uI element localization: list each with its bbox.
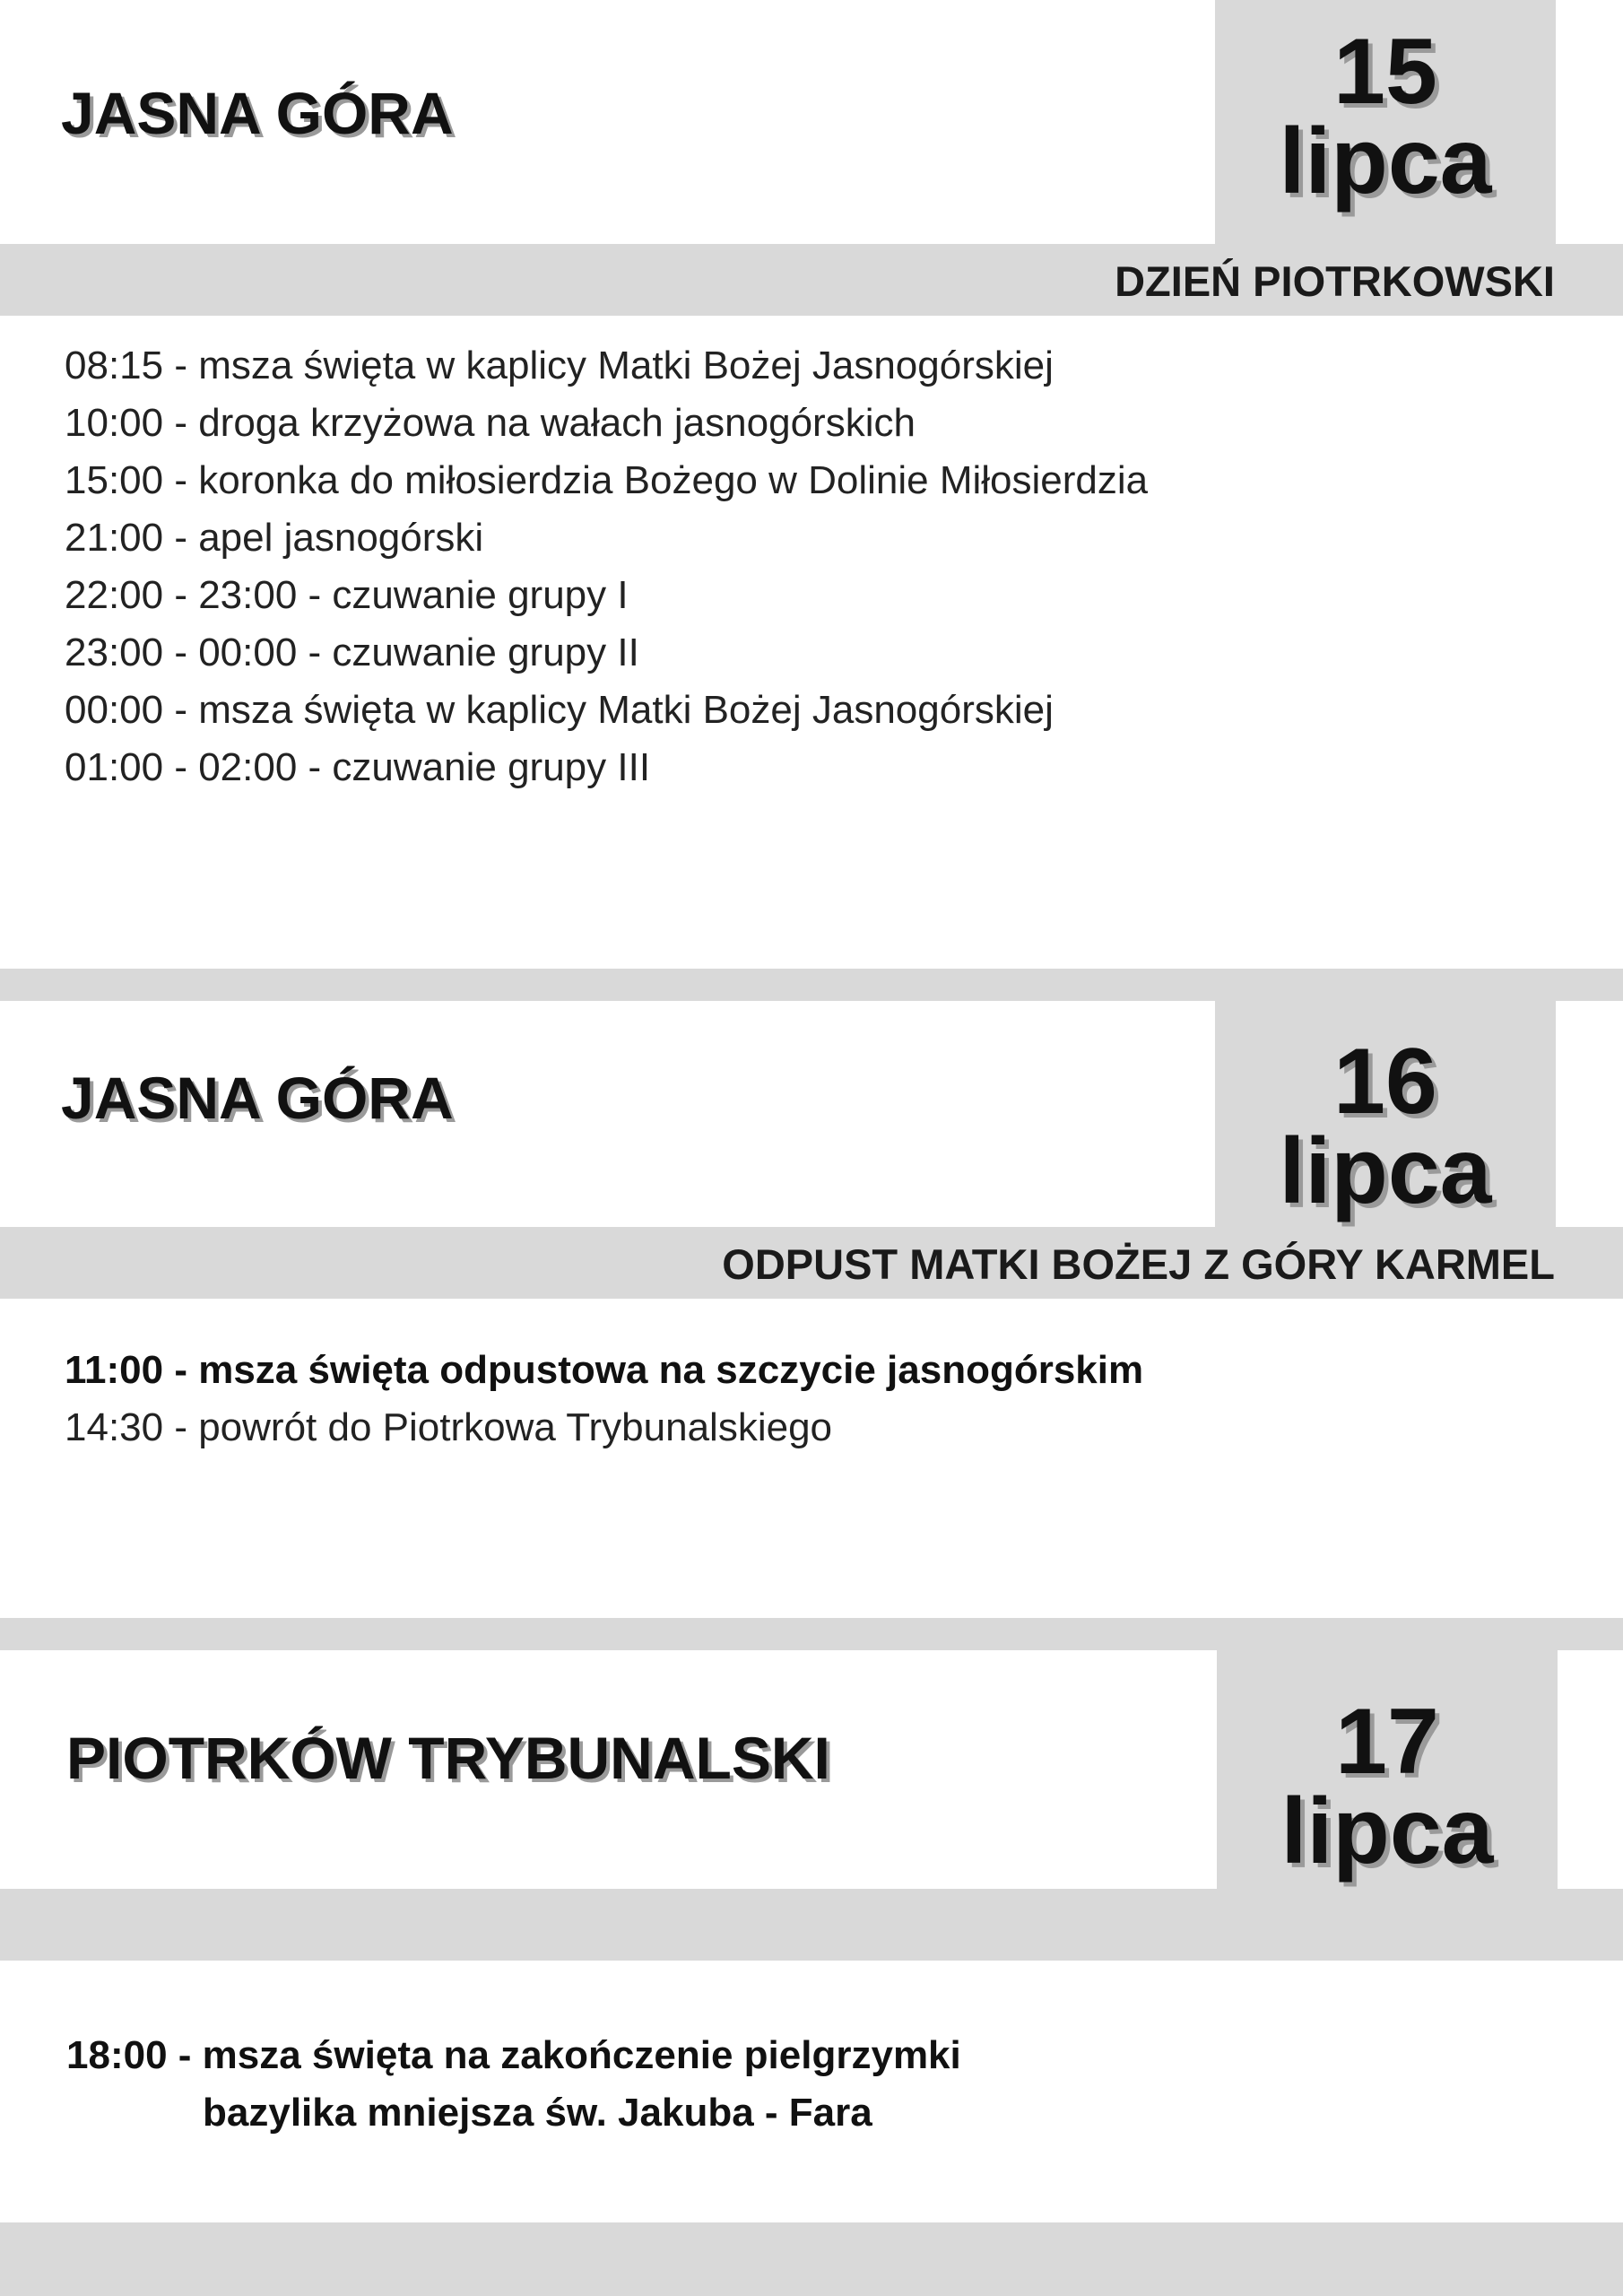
event-item: 10:00 - droga krzyżowa na wałach jasnogórskich xyxy=(65,401,916,445)
event-list xyxy=(65,337,1148,796)
event-item: 21:00 - apel jasnogórski xyxy=(65,516,484,560)
date-day: 17 xyxy=(1335,1690,1439,1794)
event-item: 18:00 - msza święta na zakończenie pielgrzymki xyxy=(66,2033,961,2077)
date-month: lipca xyxy=(1279,1119,1492,1223)
event-item: 15:00 - koronka do miłosierdzia Bożego w Dolinie Miłosierdzia xyxy=(65,458,1149,502)
footer-band xyxy=(0,2222,1623,2296)
section-divider xyxy=(0,1618,1623,1650)
date-month: lipca xyxy=(1280,1779,1494,1883)
event-item-continuation xyxy=(66,2084,961,2142)
place-title: JASNA GÓRA xyxy=(61,80,454,146)
date-box-16 xyxy=(1215,1001,1556,1227)
date-month: lipca xyxy=(1279,109,1492,213)
place-title: JASNA GÓRA xyxy=(61,1065,454,1131)
event-list xyxy=(65,1342,1143,1457)
event-item-detail: bazylika mniejsza św. Jakuba - Fara xyxy=(203,2091,872,2135)
day-subtitle: ODPUST MATKI BOŻEJ Z GÓRY KARMEL xyxy=(722,1240,1555,1288)
event-list xyxy=(66,2027,961,2142)
event-item: 08:15 - msza święta w kaplicy Matki Bożej Jasnogórskiej xyxy=(65,344,1054,387)
section-divider xyxy=(0,969,1623,1001)
place-title: PIOTRKÓW TRYBUNALSKI xyxy=(66,1725,830,1791)
event-item: 23:00 - 00:00 - czuwanie grupy II xyxy=(65,631,639,674)
date-day: 15 xyxy=(1333,20,1437,124)
event-item: 11:00 - msza święta odpustowa na szczycie jasnogórskim xyxy=(65,1348,1144,1392)
subtitle-band xyxy=(0,1889,1623,1961)
event-item: 01:00 - 02:00 - czuwanie grupy III xyxy=(65,745,651,789)
event-item: 14:30 - powrót do Piotrkowa Trybunalskiego xyxy=(65,1405,833,1449)
date-day: 16 xyxy=(1333,1030,1437,1134)
event-item: 00:00 - msza święta w kaplicy Matki Bożej Jasnogórskiej xyxy=(65,688,1054,732)
event-item: 22:00 - 23:00 - czuwanie grupy I xyxy=(65,573,629,617)
date-box-17 xyxy=(1217,1650,1558,1889)
date-box-15 xyxy=(1215,0,1556,244)
day-subtitle: DZIEŃ PIOTRKOWSKI xyxy=(1115,257,1555,305)
